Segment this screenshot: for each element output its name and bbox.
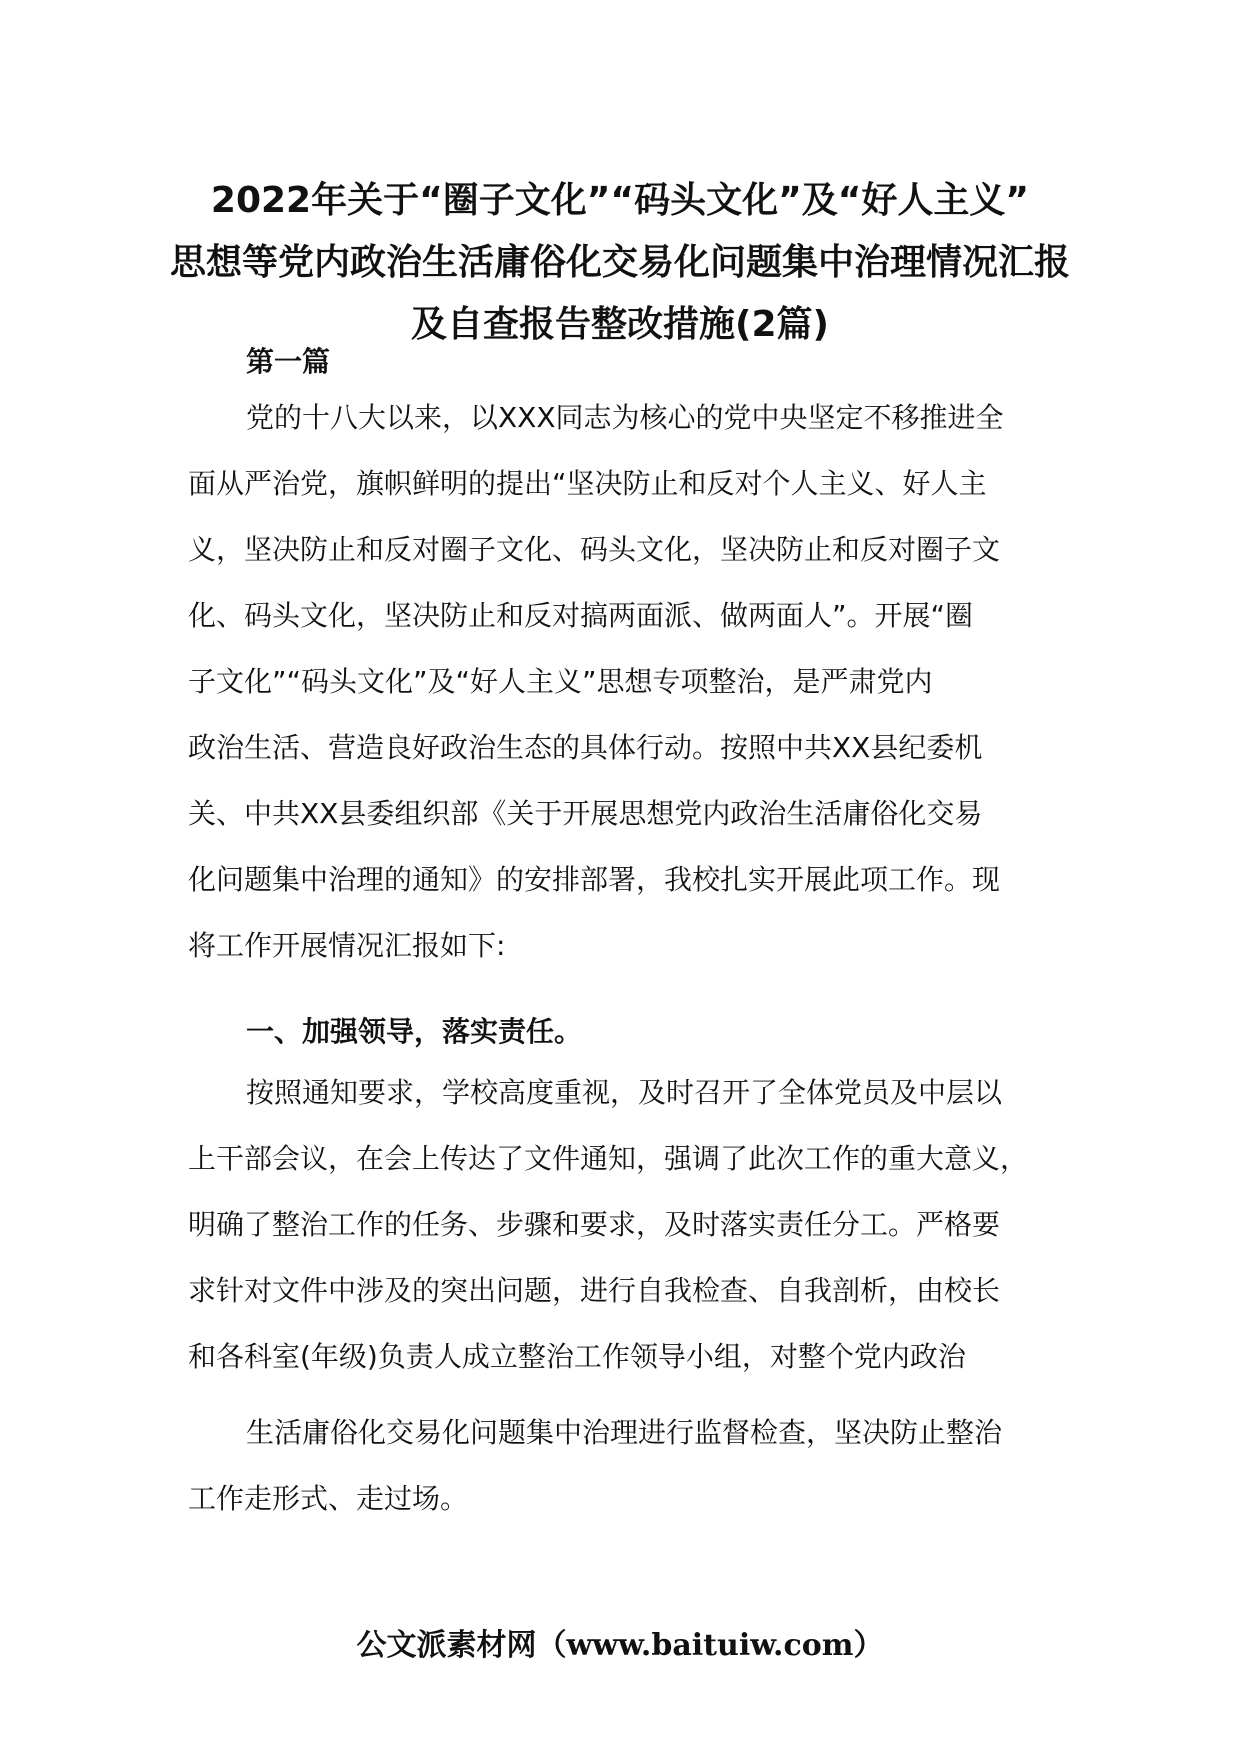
paragraph-line: 上干部会议，在会上传达了文件通知，强调了此次工作的重大意义， — [188, 1142, 1029, 1175]
paragraph-supervision — [188, 1400, 1068, 1532]
title-line: 思想等党内政治生活庸俗化交易化问题集中治理情况汇报 — [169, 242, 1070, 283]
heading-strengthen-leadership: 一、加强领导，落实责任。 — [246, 1015, 583, 1048]
footer-watermark: 公文派素材网（www.baituiw.com） — [356, 1628, 884, 1663]
paragraph-line: 求针对文件中涉及的突出问题，进行自我检查、自我剖析，由校长 — [188, 1274, 1001, 1307]
paragraph-line: 化问题集中治理的通知》的安排部署，我校扎实开展此项工作。现 — [188, 863, 1001, 896]
paragraph-leadership — [188, 1060, 1068, 1390]
paragraph-line: 面从严治党，旗帜鲜明的提出“坚决防止和反对个人主义、好人主 — [188, 467, 987, 500]
paragraph-line: 党的十八大以来，以XXX同志为核心的党中央坚定不移推进全 — [246, 401, 1004, 434]
paragraph-line: 将工作开展情况汇报如下: — [188, 929, 506, 962]
paragraph-line: 明确了整治工作的任务、步骤和要求，及时落实责任分工。严格要 — [188, 1208, 1001, 1241]
paragraph-intro — [188, 385, 1068, 979]
paragraph-line: 生活庸俗化交易化问题集中治理进行监督检查，坚决防止整治 — [246, 1416, 1003, 1449]
paragraph-line: 政治生活、营造良好政治生态的具体行动。按照中共XX县纪委机 — [188, 731, 983, 764]
paragraph-line: 和各科室(年级)负责人成立整治工作领导小组，对整个党内政治 — [188, 1340, 966, 1373]
title-line: 2022年关于“圈子文化”“码头文化”及“好人主义” — [210, 180, 1030, 221]
paragraph-line: 关、中共XX县委组织部《关于开展思想党内政治生活庸俗化交易 — [188, 797, 983, 830]
paragraph-line: 化、码头文化，坚决防止和反对搞两面派、做两面人”。开展“圈 — [188, 599, 974, 632]
section-title: 第一篇 — [246, 345, 331, 378]
paragraph-line: 义，坚决防止和反对圈子文化、码头文化，坚决防止和反对圈子文 — [188, 533, 1001, 566]
document-title — [150, 170, 1090, 356]
title-line: 及自查报告整改措施(2篇) — [411, 304, 829, 345]
paragraph-line: 工作走形式、走过场。 — [188, 1482, 469, 1515]
paragraph-line: 子文化”“码头文化”及“好人主义”思想专项整治，是严肃党内 — [188, 665, 933, 698]
paragraph-line: 按照通知要求，学校高度重视，及时召开了全体党员及中层以 — [246, 1076, 1003, 1109]
